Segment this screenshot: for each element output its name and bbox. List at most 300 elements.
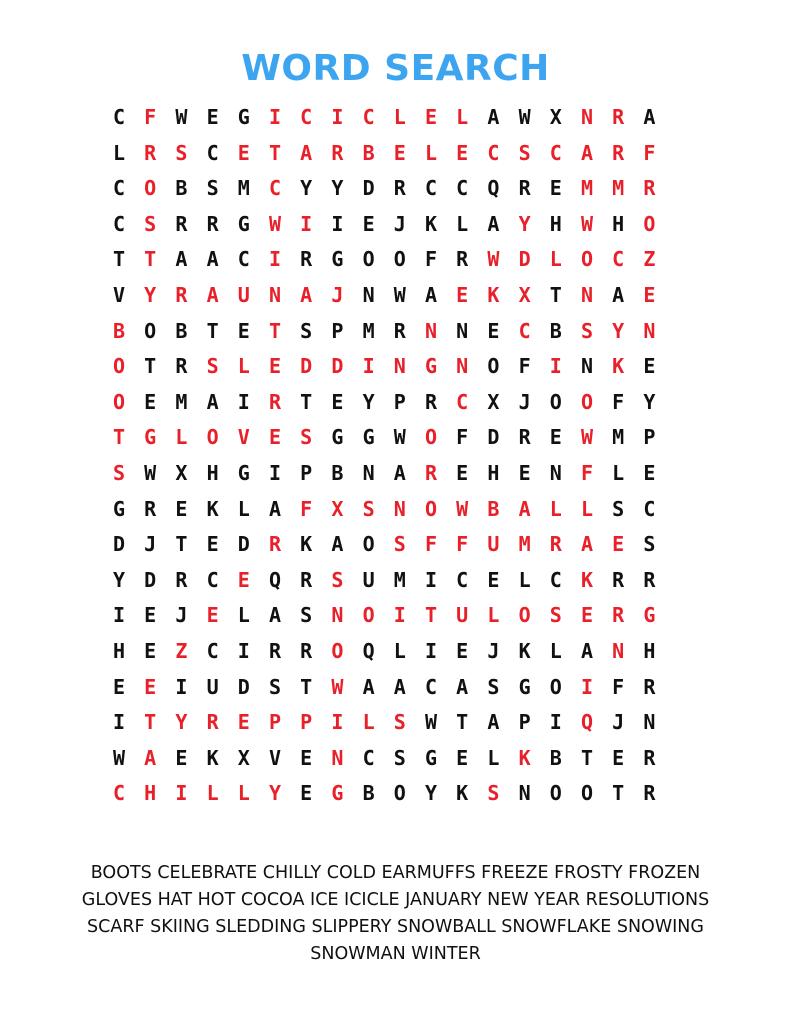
grid-letter: B: [362, 140, 375, 165]
grid-letter: M: [580, 176, 594, 201]
grid-letter: K: [518, 639, 531, 663]
grid-letter: B: [362, 781, 375, 806]
grid-letter: S: [487, 674, 500, 699]
grid-letter: C: [206, 639, 219, 663]
grid-letter: T: [424, 603, 438, 628]
grid-letter: E: [487, 318, 500, 343]
grid-letter: T: [112, 247, 126, 272]
grid-letter: J: [331, 283, 344, 307]
grid-letter: L: [393, 105, 406, 129]
grid-letter: E: [456, 639, 469, 663]
grid-letter: E: [144, 639, 157, 663]
grid-row: [102, 634, 663, 668]
grid-row: [102, 420, 663, 454]
grid-letter: C: [424, 176, 438, 201]
grid-letter: R: [300, 247, 313, 272]
grid-letter: K: [300, 532, 313, 557]
grid-letter: C: [206, 567, 219, 592]
grid-letter: C: [424, 674, 438, 699]
grid-letter: V: [112, 283, 126, 307]
grid-letter: F: [612, 674, 625, 699]
grid-letter: L: [580, 496, 594, 521]
grid-letter: I: [331, 710, 344, 735]
grid-letter: S: [175, 140, 188, 165]
grid-letter: F: [580, 461, 594, 485]
grid-letter: I: [300, 211, 313, 236]
grid-letter: C: [456, 389, 469, 414]
grid-row: [102, 705, 663, 739]
grid-letter: R: [612, 105, 625, 129]
grid-letter: R: [643, 674, 656, 699]
grid-letter: E: [549, 425, 562, 450]
grid-letter: S: [549, 603, 562, 628]
grid-letter: R: [206, 710, 219, 735]
grid-letter: O: [393, 781, 406, 806]
grid-letter: L: [237, 496, 250, 521]
grid-letter: F: [424, 532, 438, 557]
grid-letter: U: [237, 283, 250, 307]
grid-letter: G: [362, 425, 375, 450]
grid-letter: P: [268, 710, 282, 735]
grid-letter: G: [331, 425, 344, 450]
grid-letter: E: [206, 105, 219, 129]
grid-letter: C: [362, 745, 375, 770]
grid-letter: Z: [175, 639, 188, 663]
grid-letter: E: [300, 781, 313, 806]
grid-letter: R: [643, 567, 656, 592]
grid-letter: Q: [268, 567, 282, 592]
grid-letter: D: [518, 247, 531, 272]
grid-letter: O: [487, 354, 500, 379]
grid-letter: X: [549, 105, 562, 129]
grid-letter: J: [144, 532, 157, 557]
grid-letter: N: [393, 354, 406, 379]
grid-letter: W: [487, 247, 500, 272]
grid-letter: B: [175, 318, 188, 343]
grid-letter: S: [268, 674, 282, 699]
grid-letter: R: [144, 140, 157, 165]
grid-letter: R: [175, 283, 188, 307]
grid-letter: W: [112, 745, 126, 770]
grid-letter: Y: [300, 176, 313, 201]
grid-letter: I: [175, 674, 188, 699]
grid-letter: W: [456, 496, 469, 521]
grid-letter: E: [112, 674, 126, 699]
grid-letter: M: [362, 318, 375, 343]
grid-letter: W: [144, 461, 157, 485]
grid-letter: C: [300, 105, 313, 129]
grid-letter: E: [206, 603, 219, 628]
grid-letter: A: [487, 211, 500, 236]
grid-letter: S: [362, 496, 375, 521]
grid-letter: R: [393, 318, 406, 343]
grid-letter: R: [268, 532, 282, 557]
grid-letter: S: [331, 567, 344, 592]
grid-letter: A: [175, 247, 188, 272]
grid-letter: X: [237, 745, 250, 770]
grid-letter: I: [268, 247, 282, 272]
grid-letter: N: [268, 283, 282, 307]
grid-letter: C: [112, 105, 126, 129]
grid-letter: K: [487, 283, 500, 307]
grid-letter: T: [144, 354, 157, 379]
grid-letter: H: [112, 639, 126, 663]
grid-letter: D: [300, 354, 313, 379]
grid-letter: T: [612, 781, 625, 806]
grid-letter: S: [300, 603, 313, 628]
grid-letter: I: [393, 603, 406, 628]
grid-letter: C: [206, 140, 219, 165]
grid-letter: C: [362, 105, 375, 129]
grid-letter: E: [612, 745, 625, 770]
grid-letter: A: [206, 247, 219, 272]
grid-row: [102, 456, 663, 490]
grid-letter: E: [643, 283, 656, 307]
grid-letter: W: [331, 674, 344, 699]
grid-letter: F: [300, 496, 313, 521]
grid-letter: C: [112, 211, 126, 236]
grid-row: [102, 741, 663, 775]
grid-letter: L: [393, 639, 406, 663]
grid-letter: A: [612, 283, 625, 307]
grid-letter: A: [144, 745, 157, 770]
grid-letter: Y: [643, 389, 656, 414]
grid-letter: L: [237, 603, 250, 628]
grid-letter: C: [518, 318, 531, 343]
grid-letter: E: [643, 461, 656, 485]
grid-letter: Z: [643, 247, 656, 272]
grid-letter: A: [580, 532, 594, 557]
grid-letter: G: [237, 105, 250, 129]
grid-letter: P: [393, 389, 406, 414]
grid-letter: A: [268, 603, 282, 628]
grid-letter: S: [144, 211, 157, 236]
grid-letter: E: [643, 354, 656, 379]
grid-letter: E: [456, 745, 469, 770]
grid-letter: E: [206, 532, 219, 557]
grid-letter: L: [549, 496, 562, 521]
grid-letter: R: [331, 140, 344, 165]
grid-letter: W: [580, 211, 594, 236]
grid-letter: H: [549, 211, 562, 236]
grid-letter: X: [331, 496, 344, 521]
grid-letter: V: [268, 745, 282, 770]
grid-letter: L: [487, 745, 500, 770]
grid-letter: O: [549, 389, 562, 414]
word-list-line: GLOVES HAT HOT COCOA ICE ICICLE JANUARY NEW YEAR RESOLUTIONS: [81, 890, 710, 910]
grid-letter: H: [144, 781, 157, 806]
grid-letter: C: [487, 140, 500, 165]
grid-letter: J: [518, 389, 531, 414]
grid-letter: R: [393, 176, 406, 201]
grid-letter: G: [424, 745, 438, 770]
grid-letter: T: [549, 283, 562, 307]
grid-letter: E: [300, 745, 313, 770]
grid-letter: F: [518, 354, 531, 379]
grid-letter: T: [112, 425, 126, 450]
grid-letter: F: [144, 105, 157, 129]
grid-row: [102, 598, 663, 632]
grid-letter: T: [144, 247, 157, 272]
grid-letter: L: [424, 140, 438, 165]
grid-letter: L: [456, 211, 469, 236]
grid-letter: K: [518, 745, 531, 770]
grid-letter: R: [612, 567, 625, 592]
grid-letter: T: [300, 674, 313, 699]
grid-letter: T: [268, 318, 282, 343]
grid-letter: C: [456, 567, 469, 592]
grid-letter: A: [580, 140, 594, 165]
grid-letter: N: [456, 354, 469, 379]
grid-letter: I: [237, 389, 250, 414]
grid-letter: O: [112, 389, 126, 414]
grid-letter: U: [487, 532, 500, 557]
grid-letter: Y: [144, 283, 157, 307]
grid-letter: R: [643, 781, 656, 806]
grid-letter: X: [518, 283, 531, 307]
grid-letter: E: [237, 710, 250, 735]
word-list-line: SCARF SKIING SLEDDING SLIPPERY SNOWBALL SNOWFLAKE SNOWING: [87, 917, 704, 937]
grid-letter: I: [549, 354, 562, 379]
grid-letter: K: [580, 567, 594, 592]
grid-letter: E: [549, 176, 562, 201]
grid-letter: M: [393, 567, 406, 592]
grid-letter: R: [549, 532, 562, 557]
grid-letter: A: [643, 105, 656, 129]
grid-letter: I: [268, 105, 282, 129]
grid-letter: U: [206, 674, 219, 699]
grid-letter: R: [144, 496, 157, 521]
grid-letter: I: [112, 710, 126, 735]
grid-letter: V: [237, 425, 250, 450]
grid-letter: C: [268, 176, 282, 201]
grid-letter: R: [612, 140, 625, 165]
grid-letter: M: [175, 389, 188, 414]
grid-letter: E: [424, 105, 438, 129]
grid-letter: R: [175, 567, 188, 592]
grid-letter: W: [175, 105, 188, 129]
grid-letter: L: [237, 781, 250, 806]
grid-letter: O: [112, 354, 126, 379]
grid-letter: S: [518, 140, 531, 165]
grid-letter: N: [612, 639, 625, 663]
grid-letter: O: [206, 425, 219, 450]
grid-letter: O: [518, 603, 531, 628]
grid-letter: N: [549, 461, 562, 485]
grid-letter: E: [456, 140, 469, 165]
grid-letter: O: [144, 318, 157, 343]
grid-letter: X: [175, 461, 188, 485]
grid-row: [102, 670, 663, 704]
grid-row: [102, 100, 663, 134]
grid-letter: O: [424, 425, 438, 450]
grid-letter: L: [175, 425, 188, 450]
grid-letter: Q: [580, 710, 594, 735]
grid-letter: O: [362, 532, 375, 557]
grid-letter: S: [112, 461, 126, 485]
grid-letter: T: [144, 710, 157, 735]
grid-letter: G: [112, 496, 126, 521]
grid-letter: M: [612, 176, 625, 201]
grid-row: [102, 563, 663, 597]
grid-letter: I: [268, 461, 282, 485]
grid-letter: E: [456, 283, 469, 307]
grid-letter: R: [518, 176, 531, 201]
grid-letter: Q: [362, 639, 375, 663]
grid-letter: C: [112, 781, 126, 806]
grid-letter: R: [175, 354, 188, 379]
grid-letter: S: [393, 532, 406, 557]
grid-letter: X: [487, 389, 500, 414]
grid-letter: C: [643, 496, 656, 521]
grid-letter: A: [268, 496, 282, 521]
grid-letter: O: [580, 247, 594, 272]
word-list: [20, 860, 771, 968]
grid-letter: S: [487, 781, 500, 806]
grid-letter: Y: [175, 710, 188, 735]
grid-letter: K: [206, 745, 219, 770]
grid-letter: A: [331, 532, 344, 557]
grid-letter: L: [237, 354, 250, 379]
grid-letter: R: [268, 389, 282, 414]
grid-letter: G: [144, 425, 157, 450]
grid-letter: L: [549, 639, 562, 663]
grid-letter: N: [393, 496, 406, 521]
grid-letter: T: [206, 318, 219, 343]
grid-letter: B: [112, 318, 126, 343]
word-list-line: BOOTS CELEBRATE CHILLY COLD EARMUFFS FREEZE FROSTY FROZEN: [90, 863, 701, 883]
grid-letter: D: [362, 176, 375, 201]
grid-letter: U: [362, 567, 375, 592]
grid-row: [102, 776, 663, 810]
grid-letter: G: [331, 247, 344, 272]
grid-letter: E: [237, 140, 250, 165]
grid-letter: G: [237, 461, 250, 485]
grid-letter: E: [612, 532, 625, 557]
grid-letter: E: [362, 211, 375, 236]
grid-letter: K: [206, 496, 219, 521]
grid-row: [102, 207, 663, 241]
grid-letter: R: [175, 211, 188, 236]
grid-letter: A: [518, 496, 531, 521]
grid-letter: M: [612, 425, 625, 450]
grid-letter: R: [456, 247, 469, 272]
grid-letter: W: [393, 283, 406, 307]
grid-letter: Y: [331, 176, 344, 201]
grid-letter: E: [175, 745, 188, 770]
grid-letter: L: [612, 461, 625, 485]
grid-letter: W: [424, 710, 438, 735]
grid-letter: R: [300, 567, 313, 592]
grid-letter: R: [612, 603, 625, 628]
grid-letter: W: [518, 105, 531, 129]
grid-letter: E: [268, 425, 282, 450]
grid-letter: C: [456, 176, 469, 201]
grid-letter: A: [487, 105, 500, 129]
grid-letter: N: [362, 283, 375, 307]
grid-letter: J: [393, 211, 406, 236]
grid-letter: O: [331, 639, 344, 663]
grid-letter: A: [393, 674, 406, 699]
grid-letter: H: [206, 461, 219, 485]
grid-letter: Q: [487, 176, 500, 201]
grid-letter: E: [144, 674, 157, 699]
grid-letter: A: [456, 674, 469, 699]
grid-row: [102, 385, 663, 419]
grid-row: [102, 136, 663, 170]
grid-letter: S: [206, 176, 219, 201]
grid-row: [102, 242, 663, 276]
grid-letter: T: [300, 389, 313, 414]
grid-letter: P: [331, 318, 344, 343]
grid-letter: N: [580, 283, 594, 307]
grid-letter: L: [549, 247, 562, 272]
grid-letter: S: [393, 710, 406, 735]
grid-letter: E: [268, 354, 282, 379]
grid-letter: S: [643, 532, 656, 557]
grid-letter: A: [487, 710, 500, 735]
grid-letter: W: [393, 425, 406, 450]
grid-letter: R: [268, 639, 282, 663]
grid-letter: E: [518, 461, 531, 485]
grid-letter: W: [580, 425, 594, 450]
grid-letter: E: [487, 567, 500, 592]
grid-letter: G: [237, 211, 250, 236]
grid-letter: Y: [112, 567, 126, 592]
grid-letter: C: [549, 567, 562, 592]
grid-row: [102, 278, 663, 312]
grid-letter: Y: [362, 389, 375, 414]
grid-letter: B: [175, 176, 188, 201]
grid-letter: C: [237, 247, 250, 272]
grid-letter: O: [549, 781, 562, 806]
grid-letter: O: [580, 389, 594, 414]
grid-letter: N: [643, 710, 656, 735]
grid-row: [102, 171, 663, 205]
grid-letter: S: [300, 318, 313, 343]
grid-letter: D: [331, 354, 344, 379]
grid-letter: M: [518, 532, 531, 557]
grid-letter: H: [612, 211, 625, 236]
grid-letter: S: [300, 425, 313, 450]
grid-letter: W: [268, 211, 282, 236]
grid-letter: A: [580, 639, 594, 663]
grid-letter: N: [580, 354, 594, 379]
grid-letter: D: [237, 674, 250, 699]
grid-letter: R: [206, 211, 219, 236]
grid-letter: N: [643, 318, 656, 343]
grid-letter: T: [456, 710, 469, 735]
grid-letter: N: [580, 105, 594, 129]
grid-letter: O: [643, 211, 656, 236]
grid-letter: J: [487, 639, 500, 663]
grid-letter: G: [331, 781, 344, 806]
grid-letter: I: [112, 603, 126, 628]
grid-letter: L: [362, 710, 375, 735]
grid-letter: A: [300, 140, 313, 165]
grid-letter: Y: [268, 781, 282, 806]
grid-letter: O: [549, 674, 562, 699]
grid-letter: A: [393, 461, 406, 485]
grid-letter: U: [456, 603, 469, 628]
grid-letter: D: [237, 532, 250, 557]
grid-letter: C: [112, 176, 126, 201]
page-title: WORD SEARCH: [241, 48, 550, 89]
grid-row: [102, 314, 663, 348]
grid-letter: T: [580, 745, 594, 770]
grid-letter: E: [175, 496, 188, 521]
grid-letter: G: [518, 674, 531, 699]
